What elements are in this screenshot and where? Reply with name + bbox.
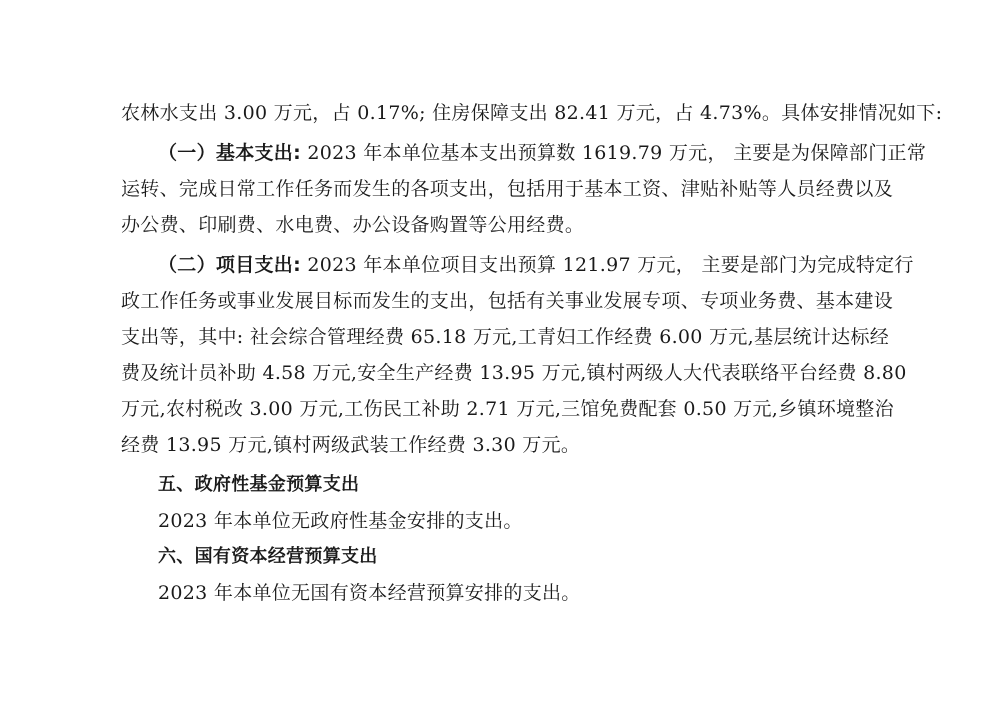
basic-expenditure-text: 2023 年本单位基本支出预算数 1619.79 万元， 主要是为保障部门正常	[301, 142, 927, 164]
project-expenditure-line-5: 万元,农村税改 3.00 万元,工伤民工补助 2.71 万元,三馆免费配套 0.50 万元,乡镇环境整治	[121, 398, 894, 420]
basic-expenditure-line-3: 办公费、印刷费、水电费、办公设备购置等公用经费。	[121, 214, 585, 236]
basic-expenditure-line-2: 运转、完成日常工作任务而发生的各项支出，包括用于基本工资、津贴补贴等人员经费以及	[121, 178, 894, 200]
section5-text: 2023 年本单位无政府性基金安排的支出。	[158, 510, 523, 532]
project-expenditure-line-4: 费及统计员补助 4.58 万元,安全生产经费 13.95 万元,镇村两级人大代表联络平台经费 8.80	[121, 362, 907, 384]
section5-heading: 五、政府性基金预算支出	[158, 474, 360, 495]
project-expenditure-line-2: 政工作任务或事业发展目标而发生的支出，包括有关事业发展专项、专项业务费、基本建设	[121, 290, 894, 312]
project-expenditure-line-3: 支出等，其中: 社会综合管理经费 65.18 万元,工青妇工作经费 6.00 万元,基层统计达标经	[121, 326, 890, 348]
project-expenditure-line-1	[158, 253, 914, 277]
section6-heading: 六、国有资本经营预算支出	[158, 546, 378, 567]
project-expenditure-line-6: 经费 13.95 万元,镇村两级武装工作经费 3.30 万元。	[121, 434, 581, 456]
section6-text: 2023 年本单位无国有资本经营预算安排的支出。	[158, 582, 581, 604]
project-expenditure-label: （二）项目支出:	[158, 254, 301, 276]
basic-expenditure-label: （一）基本支出:	[158, 142, 301, 164]
basic-expenditure-line-1	[158, 141, 927, 165]
intro-line: 农林水支出 3.00 万元，占 0.17%; 住房保障支出 82.41 万元，占 4.73%。具体安排情况如下:	[121, 102, 943, 124]
project-expenditure-text: 2023 年本单位项目支出预算 121.97 万元， 主要是部门为完成特定行	[301, 254, 914, 276]
